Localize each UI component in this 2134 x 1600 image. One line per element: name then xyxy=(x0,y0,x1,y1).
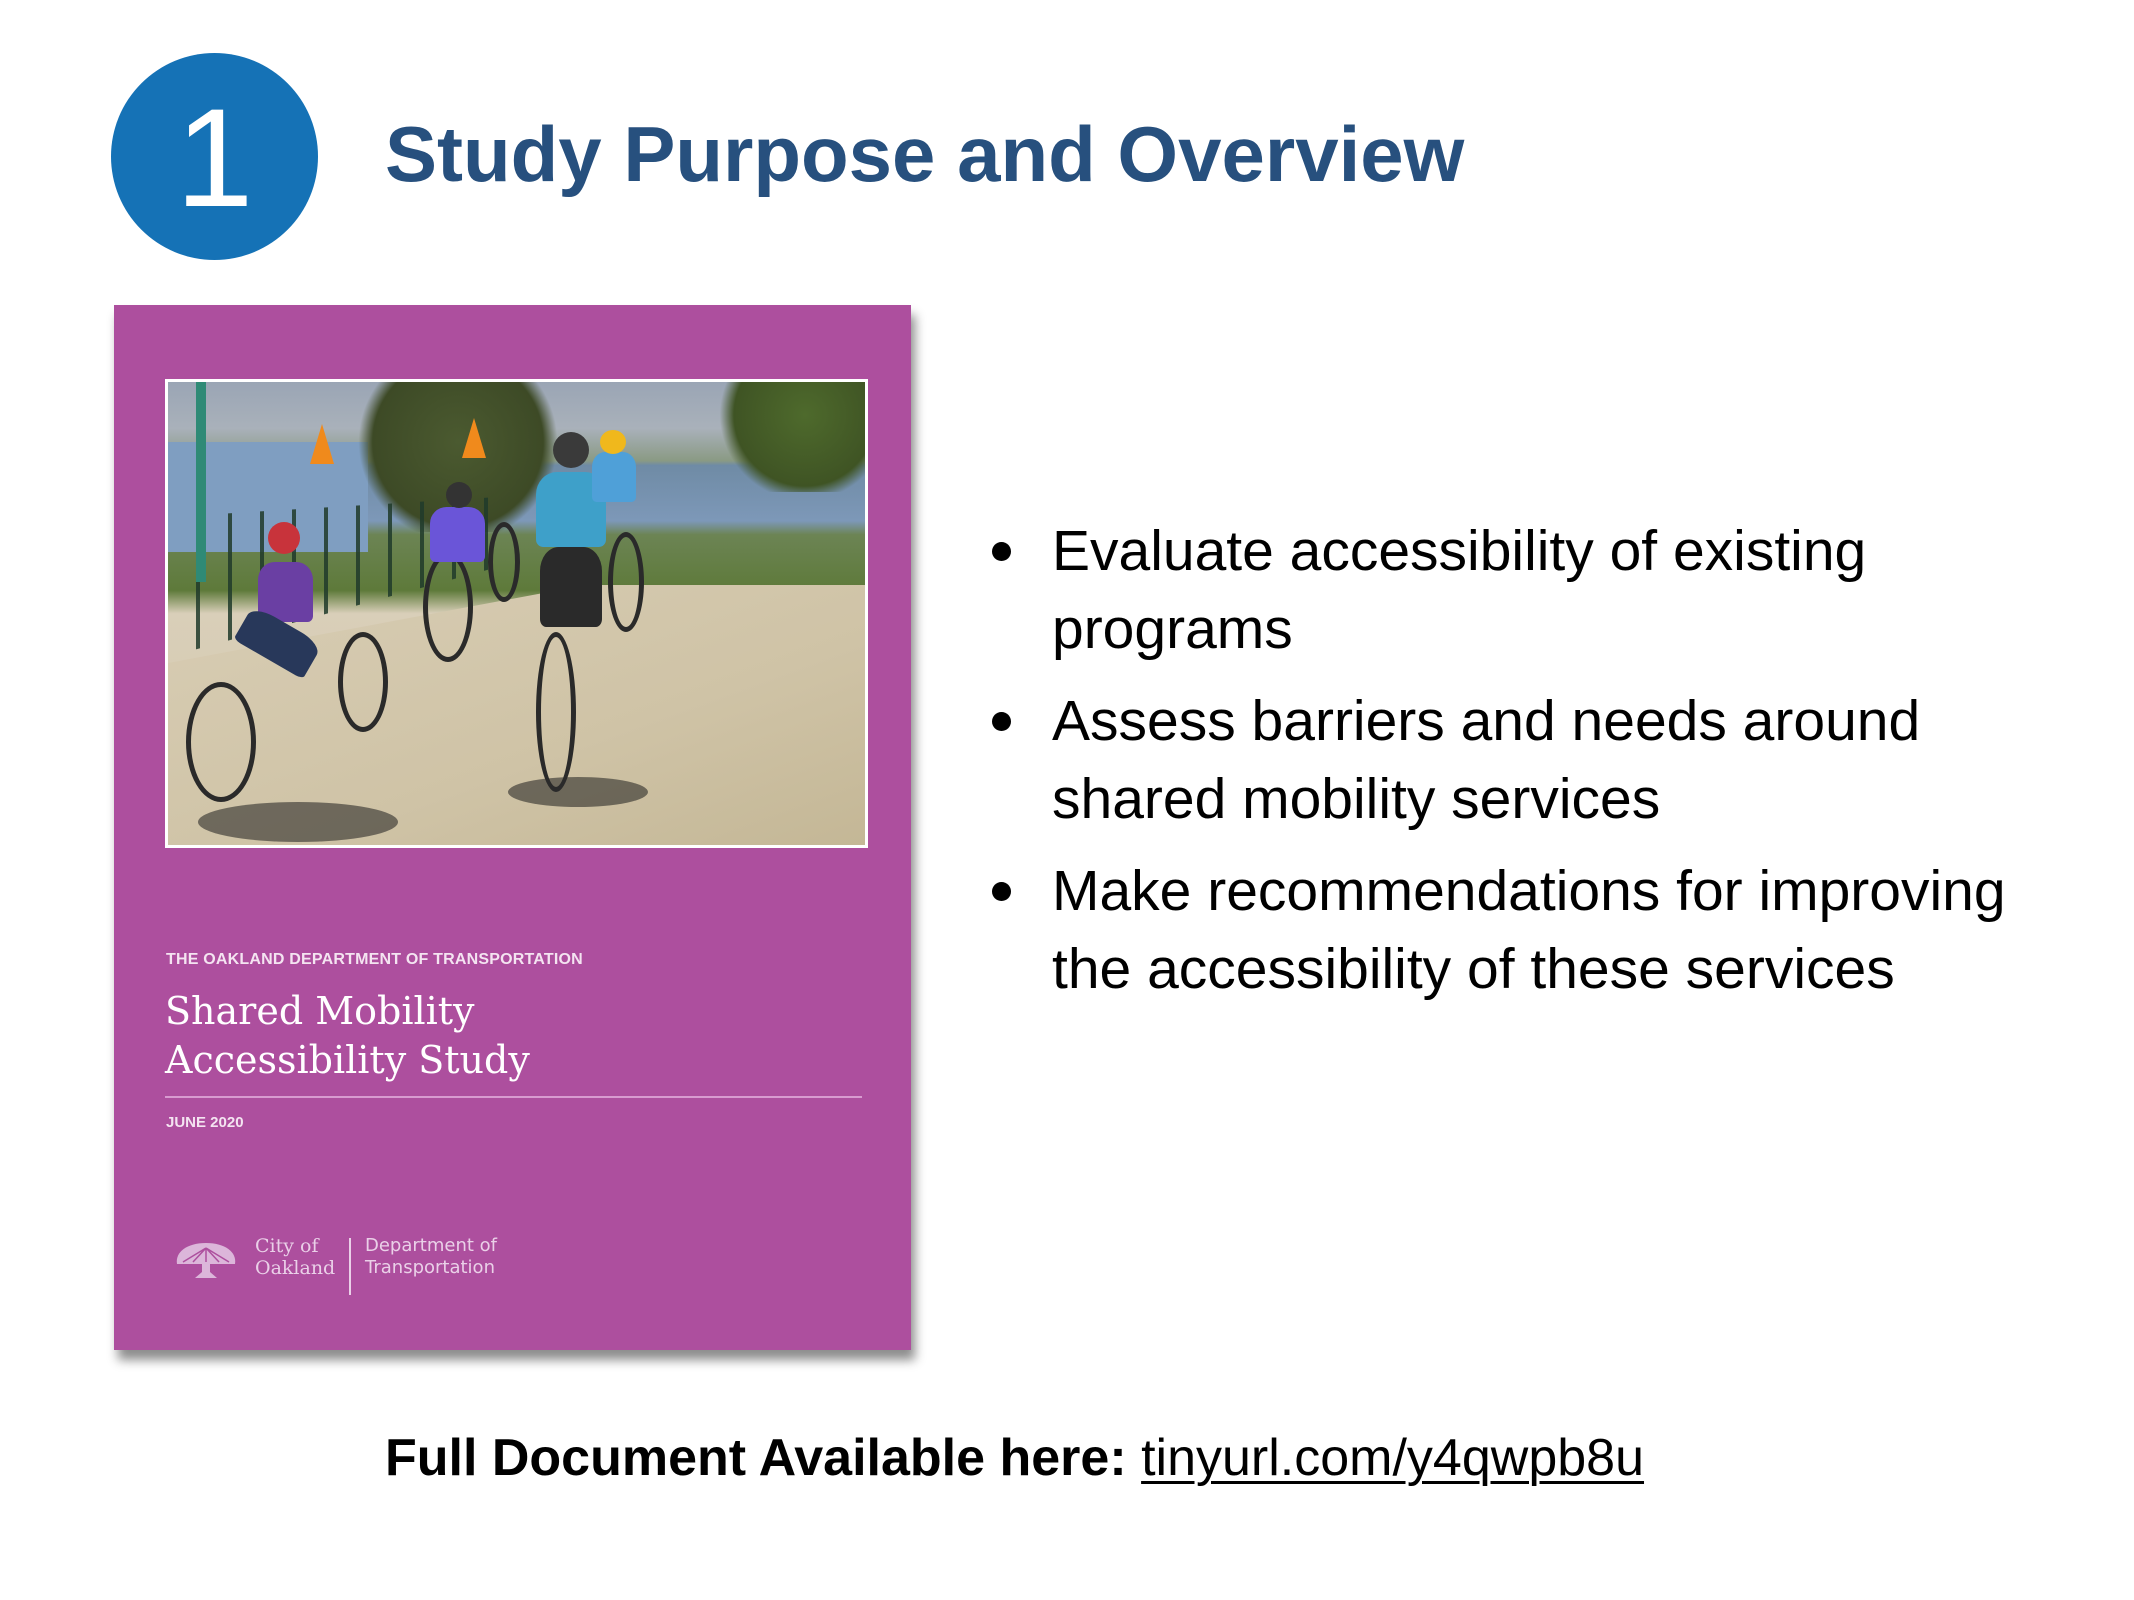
purpose-bullet-list xyxy=(990,512,2070,1022)
cover-photo xyxy=(165,379,868,848)
photo-flag xyxy=(462,418,486,458)
oak-tree-icon xyxy=(173,1240,239,1280)
footer-label: Full Document Available here: xyxy=(385,1429,1127,1487)
bullet-dot-icon xyxy=(992,882,1011,901)
document-link-footer xyxy=(385,1430,1644,1487)
logo-department-name xyxy=(365,1235,497,1279)
photo-helmet xyxy=(553,432,589,468)
slide-title: Study Purpose and Overview xyxy=(385,110,1465,198)
bullet-dot-icon xyxy=(992,542,1011,561)
bullet-item xyxy=(990,512,2070,668)
photo-helmet xyxy=(600,430,626,454)
cover-department-line: THE OAKLAND DEPARTMENT OF TRANSPORTATION xyxy=(166,951,583,968)
bullet-dot-icon xyxy=(992,712,1011,731)
photo-wheel xyxy=(423,552,473,662)
photo-shadow xyxy=(198,802,398,842)
photo-helmet xyxy=(446,482,472,508)
bullet-text: Make recommendations for improving the accessibility of these services xyxy=(1052,859,2006,1001)
cover-title-line: Accessibility Study xyxy=(165,1038,530,1082)
photo-wheel xyxy=(488,522,520,602)
photo-rider xyxy=(430,507,485,562)
document-link[interactable]: tinyurl.com/y4qwpb8u xyxy=(1141,1429,1645,1487)
bullet-text: Assess barriers and needs around shared mobility services xyxy=(1052,689,1921,831)
photo-flag xyxy=(310,424,334,464)
logo-divider xyxy=(349,1238,351,1295)
photo-rider xyxy=(592,452,636,502)
slide-number-badge xyxy=(111,53,318,260)
photo-helmet xyxy=(268,522,300,554)
cover-date: JUNE 2020 xyxy=(166,1114,244,1131)
logo-city-line: Oakland xyxy=(255,1257,336,1279)
photo-wheel xyxy=(536,632,576,792)
photo-lamppost xyxy=(196,382,206,582)
photo-wheel xyxy=(608,532,644,632)
photo-shadow xyxy=(508,777,648,807)
photo-wheel xyxy=(186,682,256,802)
photo-wheel xyxy=(338,632,388,732)
bullet-item xyxy=(990,682,2070,838)
photo-rider-legs xyxy=(540,547,602,627)
slide-number: 1 xyxy=(175,78,254,236)
bullet-item xyxy=(990,852,2070,1008)
logo-dept-line: Department of xyxy=(365,1235,497,1256)
logo-city-name xyxy=(255,1235,335,1279)
bullet-text: Evaluate accessibility of existing programs xyxy=(1052,519,1867,661)
cover-divider xyxy=(165,1096,862,1098)
cover-title-line: Shared Mobility xyxy=(165,989,475,1033)
report-cover xyxy=(114,305,911,1350)
photo-trees-right xyxy=(715,382,865,492)
logo-city-line: City of xyxy=(255,1235,319,1257)
logo-dept-line: Transportation xyxy=(365,1257,495,1278)
cover-title xyxy=(165,987,530,1085)
